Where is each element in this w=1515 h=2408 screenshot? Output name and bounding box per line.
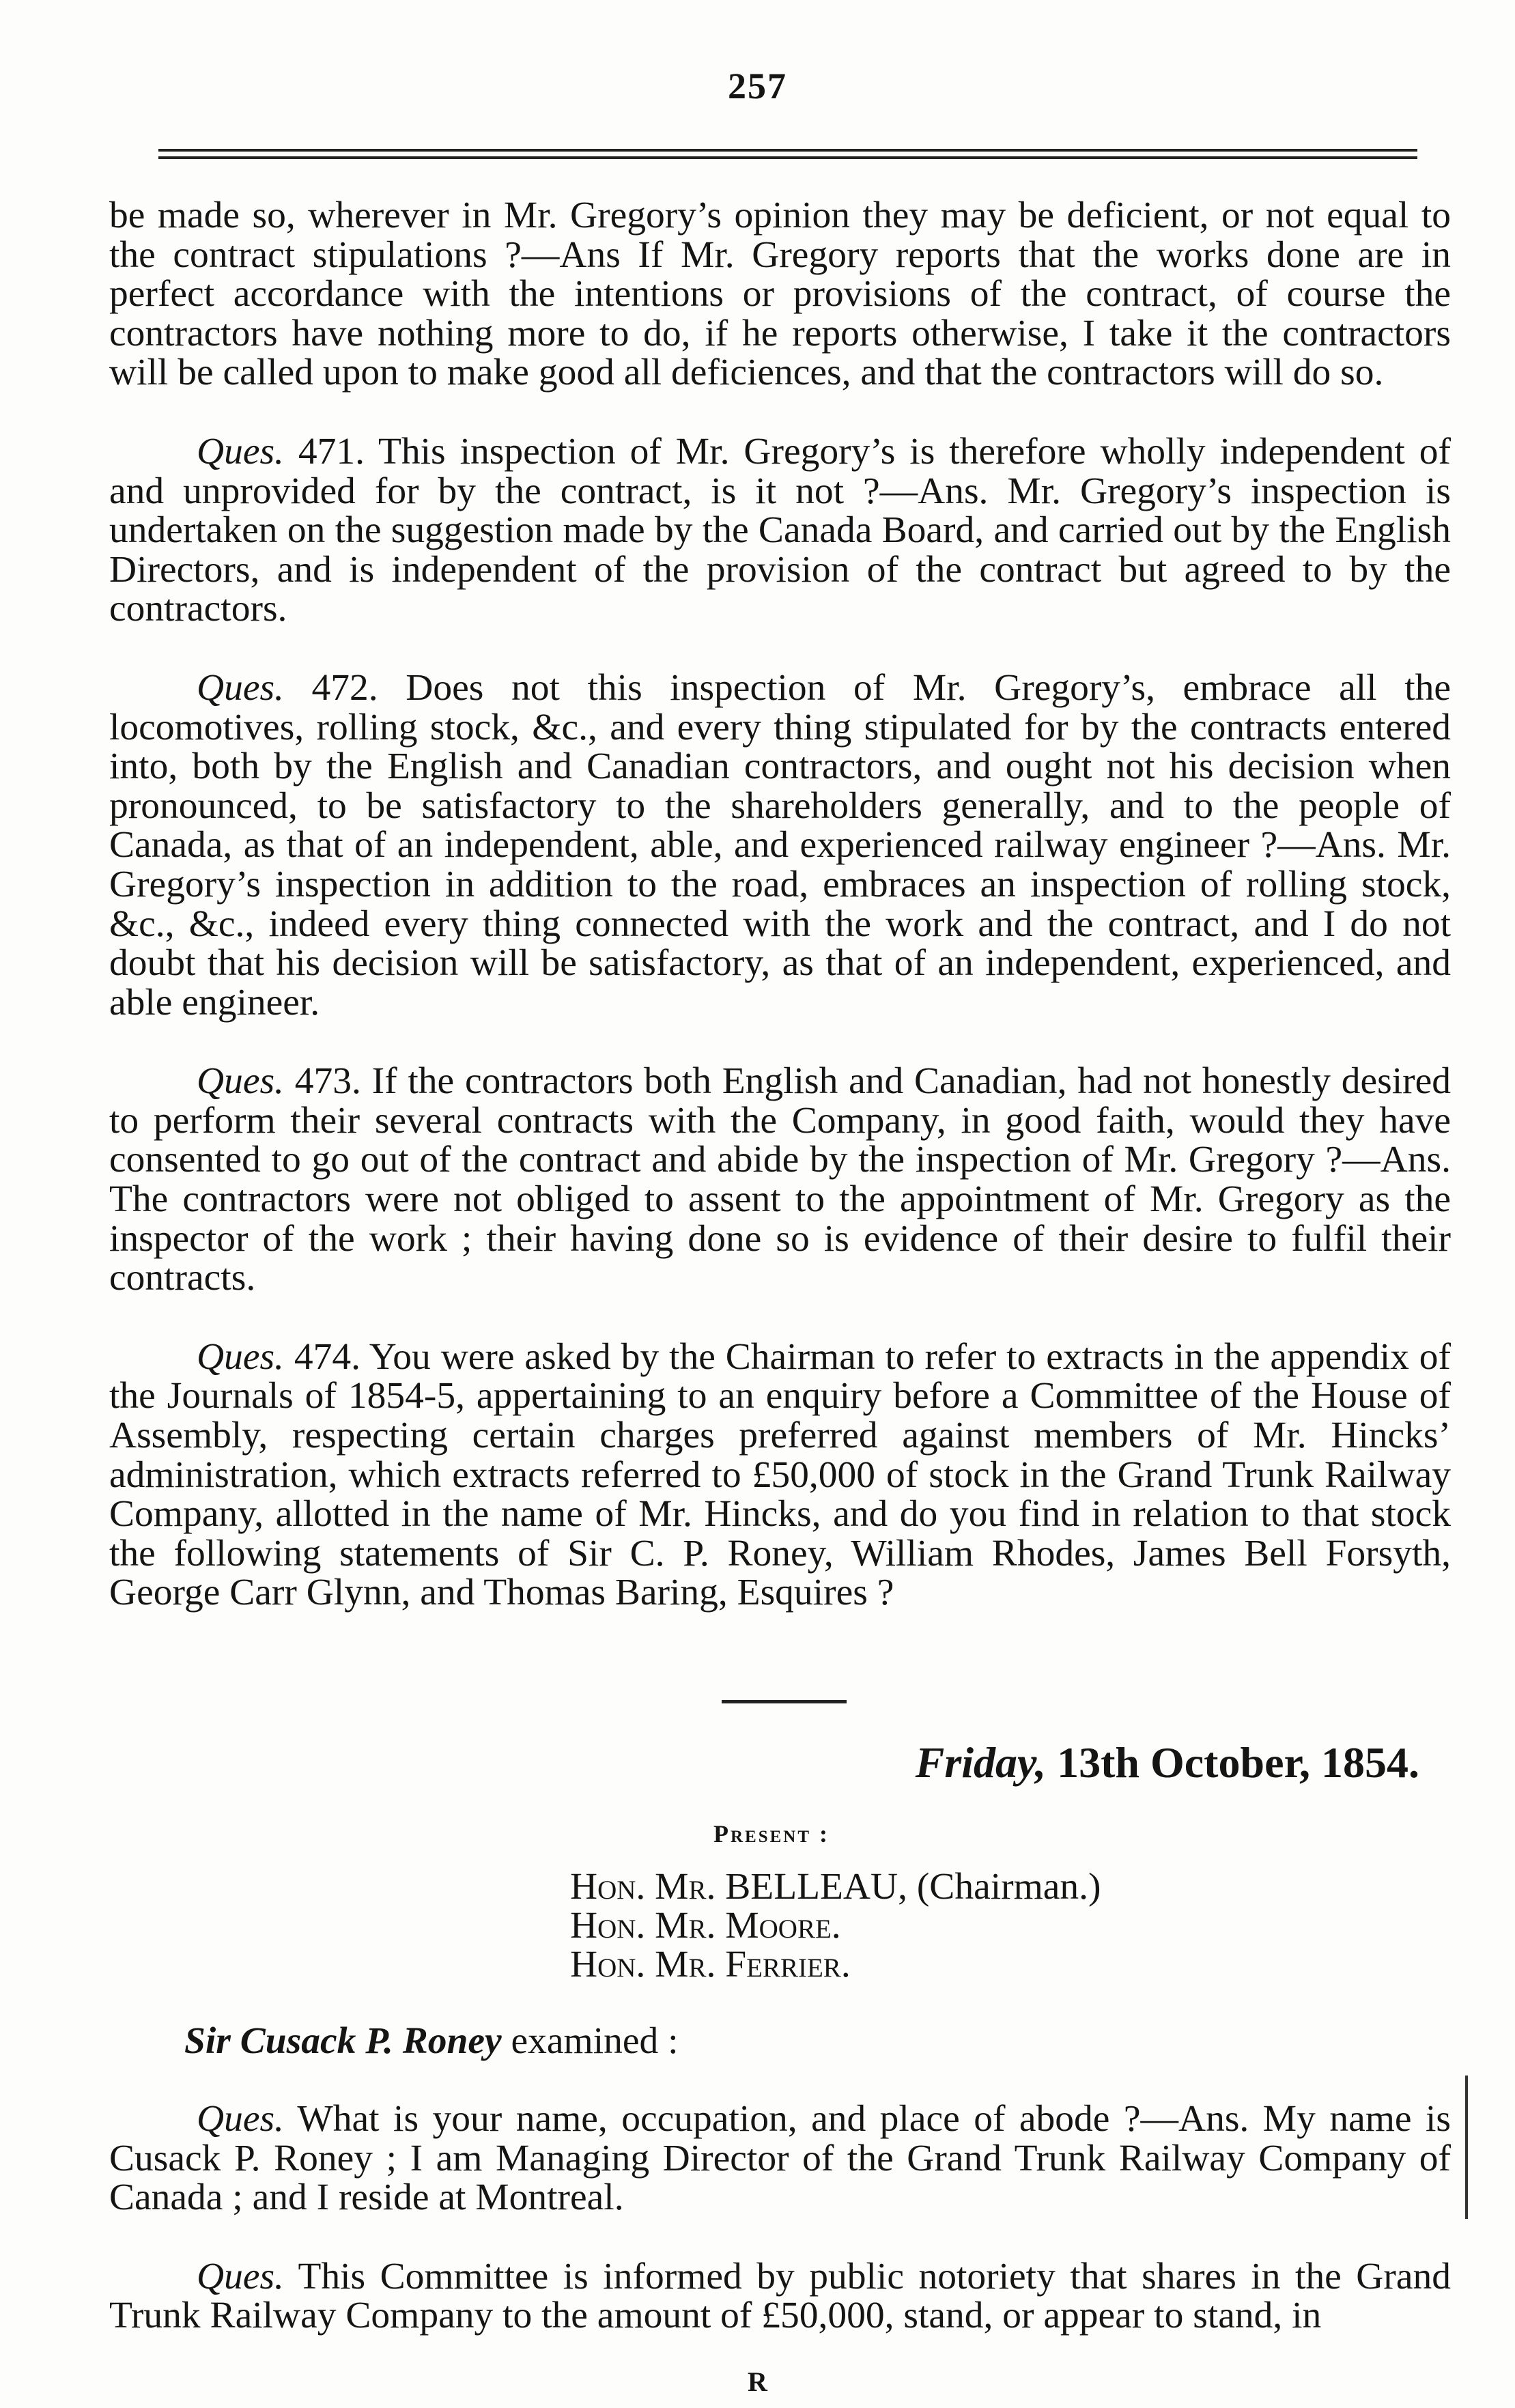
signature-mark: R [748,2366,767,2397]
body-text [109,196,1451,1652]
ques-label: Ques. [197,2098,284,2140]
paragraph-ques-472 [109,668,1451,1022]
paragraph-ques-474 [109,1337,1451,1613]
ques-label: Ques. [197,666,284,709]
paragraph-continuation [109,196,1451,393]
present-label: Present : [713,1820,830,1847]
paragraph-text: 473. If the contractors both English and Canadian, had not honestly desired to perform their several contracts with the Company, in good faith, would they have consented to go out of the contract and abide by the inspection of Mr. Gregory ?—Ans. The contractors were not obliged to assent to the appointment of Mr. Gregory as the inspector of the work ; their having done so is evidence of their desire to fulfil their contracts. [109,1060,1451,1299]
paragraph-text: This Committee is informed by public notoriety that shares in the Grand Trunk Railway Company to the amount of £50,000, stand, or appear to stand, in [109,2255,1451,2337]
member-name: BELLEAU, (Chairman.) [725,1866,1101,1908]
member-name: Moore. [725,1905,841,1946]
session-year: 1854. [1321,1738,1419,1787]
header-rule-bottom [158,156,1417,159]
member-row [570,1906,1101,1945]
member-name: Ferrier. [725,1944,851,1985]
ques-label: Ques. [197,1060,284,1103]
witness-line [184,2020,679,2063]
header-rule-top [158,149,1417,152]
ques-label: Ques. [197,2255,284,2297]
page-number: 257 [728,66,787,107]
margin-mark [1465,2076,1468,2219]
member-row [570,1945,1101,1984]
paragraph-ques-name [109,2099,1451,2218]
ques-label: Ques. [197,1335,284,1378]
session-day: Friday, [915,1738,1047,1787]
paragraph-text: 472. Does not this inspection of Mr. Gregory’s, embrace all the locomotives, rolling stock, &c., and every thing stipulated for by the contracts entered into, both by the English and Canadian contractors, and ought not his decision when pronounced, to be satisfactory to the shareholders generally, and to the people of Canada, as that of an independent, able, and experienced railway engineer ?—Ans. Mr. Gregory’s inspection in addition to the road, embraces an inspection of rolling stock, &c., &c., indeed every thing connected with the work and the contract, and I do not doubt that his decision will be satisfactory, as that of an independent, experienced, and able engineer. [109,666,1451,1023]
witness-verb: examined : [511,2020,679,2062]
paragraph-ques-473 [109,1062,1451,1298]
paragraph-ques-471 [109,432,1451,629]
ques-label: Ques. [197,430,284,472]
witness-name: Sir Cusack P. Roney [184,2020,502,2062]
session-date [916,1738,1419,1788]
closing-text [109,2099,1451,2375]
paragraph-text: 471. This inspection of Mr. Gregory’s is therefore wholly independent of and unprovided for by the contract, is it not ?—Ans. Mr. Gregory’s inspection is undertaken on the suggestion made by the Canada Board, and carried out by the English Directors, and is independent of the provision of the contract but agreed to by the contractors. [109,430,1451,630]
paragraph-text: What is your name, occupation, and place of abode ?—Ans. My name is Cusack P. Roney ; I am Managing Director of the Grand Trunk Railway Company of Canada ; and I reside at Montreal. [109,2098,1451,2219]
paragraph-text: be made so, wherever in Mr. Gregory’s opinion they may be deficient, or not equal to the contract stipulations ?—Ans If Mr. Gregory reports that the works done are in perfect accordance with the intentions or provisions of the contract, of course the contractors have nothing more to do, if he reports otherwise, I take it the contractors will be called upon to make good all deficiences, and that the contractors will do so. [109,195,1451,394]
paragraph-ques-shares [109,2257,1451,2336]
section-divider [722,1700,847,1703]
member-row [570,1867,1101,1906]
paragraph-text: 474. You were asked by the Chairman to refer to extracts in the appendix of the Journals of 1854-5, appertaining to an enquiry before a Committee of the House of Assembly, respecting certain charges preferred against members of Mr. Hincks’ administration, which extracts referred to £50,000 of stock in the Grand Trunk Railway Company, allotted in the name of Mr. Hincks, and do you find in relation to that stock the following statements of Sir C. P. Roney, William Rhodes, James Bell Forsyth, George Carr Glynn, and Thomas Baring, Esquires ? [109,1335,1451,1614]
members-list [570,1867,1101,1984]
session-day-date: 13th October, [1057,1738,1310,1787]
member-prefix: Hon. Mr. [570,1905,716,1946]
member-prefix: Hon. Mr. [570,1866,716,1908]
member-prefix: Hon. Mr. [570,1944,716,1985]
